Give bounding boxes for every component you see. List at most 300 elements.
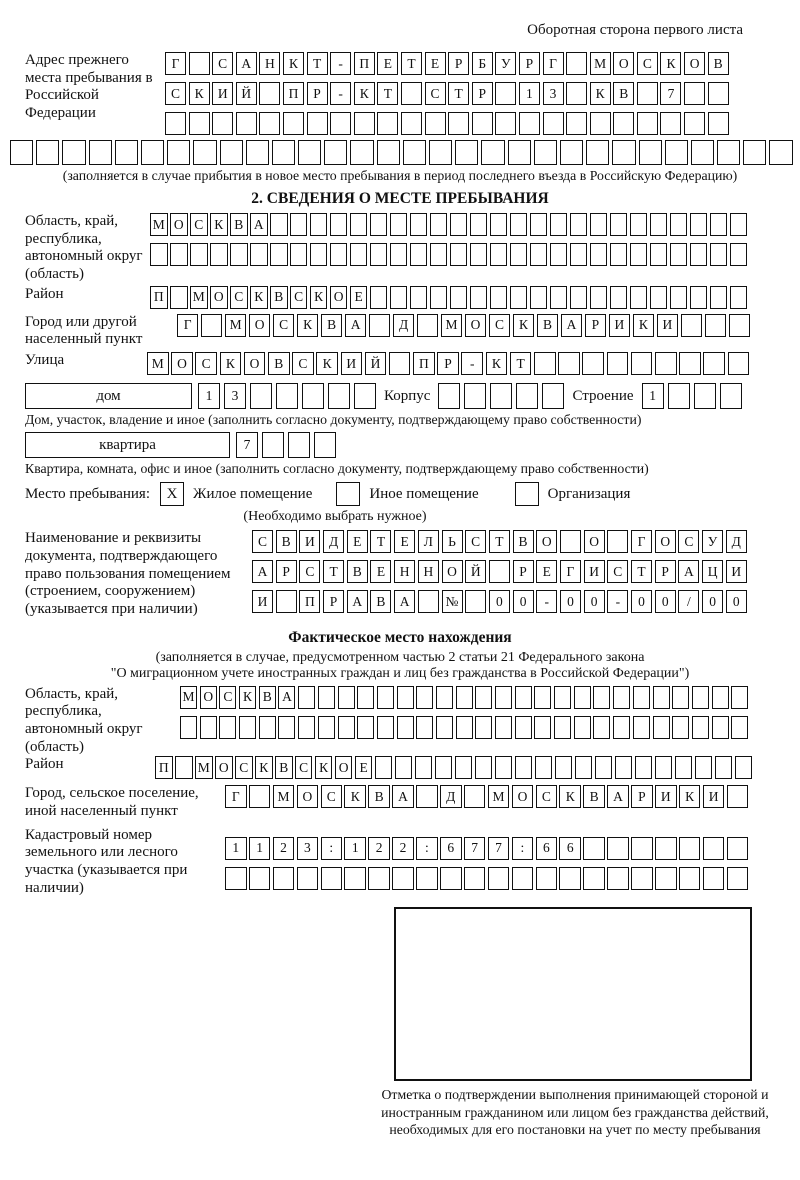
char-cell[interactable]: Д (323, 530, 344, 553)
char-cell[interactable] (180, 716, 197, 739)
char-cell[interactable] (543, 112, 564, 135)
char-cell[interactable] (350, 140, 373, 165)
char-cell[interactable]: О (536, 530, 557, 553)
char-cell[interactable] (401, 82, 422, 105)
char-cell[interactable] (370, 243, 388, 266)
char-cell[interactable] (368, 867, 390, 890)
char-cell[interactable] (456, 716, 473, 739)
char-cell[interactable] (610, 243, 628, 266)
char-cell[interactable]: С (465, 530, 486, 553)
char-cell[interactable]: Г (225, 785, 247, 808)
char-cell[interactable] (298, 686, 315, 709)
char-cell[interactable] (710, 243, 728, 266)
char-cell[interactable] (530, 213, 548, 236)
char-cell[interactable]: К (220, 352, 242, 375)
char-cell[interactable] (727, 785, 749, 808)
char-cell[interactable] (416, 686, 433, 709)
char-cell[interactable] (690, 243, 708, 266)
char-cell[interactable] (660, 112, 681, 135)
char-cell[interactable]: С (219, 686, 236, 709)
char-cell[interactable] (150, 243, 168, 266)
char-cell[interactable] (276, 383, 298, 409)
char-cell[interactable] (430, 243, 448, 266)
char-cell[interactable] (710, 286, 728, 309)
char-cell[interactable] (272, 140, 295, 165)
char-cell[interactable]: 0 (726, 590, 747, 613)
char-cell[interactable] (650, 243, 668, 266)
char-cell[interactable] (574, 716, 591, 739)
char-cell[interactable] (610, 286, 628, 309)
char-cell[interactable] (389, 352, 411, 375)
char-cell[interactable] (519, 112, 540, 135)
char-cell[interactable]: А (678, 560, 699, 583)
char-cell[interactable]: С (536, 785, 558, 808)
char-cell[interactable] (370, 286, 388, 309)
char-cell[interactable]: Р (437, 352, 459, 375)
char-cell[interactable]: К (559, 785, 581, 808)
char-cell[interactable] (310, 243, 328, 266)
char-cell[interactable] (670, 213, 688, 236)
char-cell[interactable]: Т (489, 530, 510, 553)
char-cell[interactable] (593, 716, 610, 739)
char-cell[interactable]: 6 (440, 837, 462, 860)
char-cell[interactable]: 2 (273, 837, 295, 860)
char-cell[interactable]: / (678, 590, 699, 613)
char-cell[interactable] (731, 716, 748, 739)
char-cell[interactable]: : (321, 837, 343, 860)
char-cell[interactable]: В (270, 286, 288, 309)
char-cell[interactable]: М (195, 756, 213, 779)
char-cell[interactable] (490, 286, 508, 309)
char-cell[interactable]: Е (347, 530, 368, 553)
char-cell[interactable] (495, 112, 516, 135)
char-cell[interactable] (490, 213, 508, 236)
char-cell[interactable] (515, 716, 532, 739)
char-cell[interactable]: К (210, 213, 228, 236)
char-cell[interactable]: Д (726, 530, 747, 553)
char-cell[interactable] (560, 530, 581, 553)
char-cell[interactable]: : (512, 837, 534, 860)
char-cell[interactable] (338, 716, 355, 739)
char-cell[interactable] (259, 716, 276, 739)
char-cell[interactable] (403, 140, 426, 165)
char-cell[interactable] (488, 867, 510, 890)
char-cell[interactable] (410, 286, 428, 309)
char-cell[interactable] (712, 716, 729, 739)
char-cell[interactable] (566, 112, 587, 135)
char-cell[interactable] (630, 243, 648, 266)
char-cell[interactable] (510, 243, 528, 266)
char-cell[interactable] (650, 286, 668, 309)
char-cell[interactable]: К (315, 756, 333, 779)
char-cell[interactable] (530, 286, 548, 309)
char-cell[interactable] (189, 52, 210, 75)
char-cell[interactable] (613, 716, 630, 739)
char-cell[interactable] (475, 756, 493, 779)
char-cell[interactable]: Й (365, 352, 387, 375)
char-cell[interactable] (357, 686, 374, 709)
char-cell[interactable]: Т (323, 560, 344, 583)
char-cell[interactable]: Г (177, 314, 198, 337)
char-cell[interactable]: О (655, 530, 676, 553)
char-cell[interactable] (769, 140, 792, 165)
char-cell[interactable] (307, 112, 328, 135)
char-cell[interactable]: С (678, 530, 699, 553)
char-cell[interactable]: У (702, 530, 723, 553)
char-cell[interactable]: И (726, 560, 747, 583)
char-cell[interactable]: А (236, 52, 257, 75)
char-cell[interactable]: 0 (584, 590, 605, 613)
char-cell[interactable]: Р (655, 560, 676, 583)
char-cell[interactable] (390, 286, 408, 309)
char-cell[interactable]: В (583, 785, 605, 808)
char-cell[interactable]: 7 (464, 837, 486, 860)
char-cell[interactable]: Р (307, 82, 328, 105)
char-cell[interactable]: А (392, 785, 414, 808)
char-cell[interactable] (357, 716, 374, 739)
char-cell[interactable] (559, 867, 581, 890)
char-cell[interactable] (436, 686, 453, 709)
char-cell[interactable] (653, 686, 670, 709)
char-cell[interactable]: Й (236, 82, 257, 105)
char-cell[interactable] (470, 286, 488, 309)
char-cell[interactable] (574, 686, 591, 709)
char-cell[interactable]: 3 (297, 837, 319, 860)
char-cell[interactable] (495, 716, 512, 739)
char-cell[interactable]: Т (510, 352, 532, 375)
char-cell[interactable] (710, 213, 728, 236)
char-cell[interactable]: В (708, 52, 729, 75)
char-cell[interactable] (490, 243, 508, 266)
char-cell[interactable] (637, 82, 658, 105)
char-cell[interactable] (190, 243, 208, 266)
char-cell[interactable] (735, 756, 753, 779)
char-cell[interactable]: В (230, 213, 248, 236)
char-cell[interactable] (354, 112, 375, 135)
char-cell[interactable] (410, 243, 428, 266)
char-cell[interactable] (236, 112, 257, 135)
char-cell[interactable]: - (330, 82, 351, 105)
char-cell[interactable] (570, 243, 588, 266)
char-cell[interactable]: В (321, 314, 342, 337)
char-cell[interactable] (691, 140, 714, 165)
char-cell[interactable]: С (230, 286, 248, 309)
char-cell[interactable] (639, 140, 662, 165)
char-cell[interactable]: - (607, 590, 628, 613)
char-cell[interactable]: Т (307, 52, 328, 75)
char-cell[interactable]: К (633, 314, 654, 337)
char-cell[interactable]: М (590, 52, 611, 75)
char-cell[interactable] (570, 286, 588, 309)
char-cell[interactable] (250, 243, 268, 266)
char-cell[interactable]: О (442, 560, 463, 583)
char-cell[interactable]: П (155, 756, 173, 779)
char-cell[interactable] (730, 286, 748, 309)
char-cell[interactable] (554, 716, 571, 739)
char-cell[interactable] (690, 213, 708, 236)
char-cell[interactable]: И (299, 530, 320, 553)
char-cell[interactable] (705, 314, 726, 337)
char-cell[interactable]: Е (377, 52, 398, 75)
char-cell[interactable]: К (189, 82, 210, 105)
char-cell[interactable] (262, 432, 284, 458)
char-cell[interactable]: М (150, 213, 168, 236)
char-cell[interactable] (350, 213, 368, 236)
char-cell[interactable]: Р (513, 560, 534, 583)
char-cell[interactable]: В (537, 314, 558, 337)
char-cell[interactable] (590, 286, 608, 309)
char-cell[interactable] (631, 352, 653, 375)
char-cell[interactable] (377, 112, 398, 135)
char-cell[interactable]: А (278, 686, 295, 709)
char-cell[interactable]: Б (472, 52, 493, 75)
char-cell[interactable]: 0 (655, 590, 676, 613)
residential-checkbox[interactable]: X (160, 482, 184, 506)
char-cell[interactable]: Е (425, 52, 446, 75)
char-cell[interactable]: 6 (536, 837, 558, 860)
char-cell[interactable] (318, 716, 335, 739)
char-cell[interactable] (321, 867, 343, 890)
char-cell[interactable] (115, 140, 138, 165)
char-cell[interactable] (613, 112, 634, 135)
char-cell[interactable]: О (210, 286, 228, 309)
char-cell[interactable]: О (584, 530, 605, 553)
char-cell[interactable]: К (513, 314, 534, 337)
char-cell[interactable] (318, 686, 335, 709)
char-cell[interactable] (330, 112, 351, 135)
char-cell[interactable] (508, 140, 531, 165)
char-cell[interactable]: К (590, 82, 611, 105)
char-cell[interactable] (328, 383, 350, 409)
char-cell[interactable] (270, 243, 288, 266)
char-cell[interactable] (692, 716, 709, 739)
char-cell[interactable] (690, 286, 708, 309)
char-cell[interactable]: Е (355, 756, 373, 779)
char-cell[interactable] (200, 716, 217, 739)
char-cell[interactable] (729, 314, 750, 337)
char-cell[interactable] (395, 756, 413, 779)
char-cell[interactable] (684, 112, 705, 135)
char-cell[interactable] (712, 686, 729, 709)
char-cell[interactable]: - (536, 590, 557, 613)
char-cell[interactable]: П (299, 590, 320, 613)
char-cell[interactable] (438, 383, 460, 409)
char-cell[interactable] (220, 140, 243, 165)
char-cell[interactable] (297, 867, 319, 890)
char-cell[interactable] (566, 82, 587, 105)
char-cell[interactable] (530, 243, 548, 266)
char-cell[interactable] (475, 716, 492, 739)
char-cell[interactable] (416, 716, 433, 739)
char-cell[interactable] (89, 140, 112, 165)
char-cell[interactable] (210, 243, 228, 266)
char-cell[interactable]: О (215, 756, 233, 779)
char-cell[interactable] (536, 867, 558, 890)
char-cell[interactable] (330, 213, 348, 236)
char-cell[interactable] (314, 432, 336, 458)
char-cell[interactable]: № (442, 590, 463, 613)
char-cell[interactable] (516, 383, 538, 409)
char-cell[interactable]: С (425, 82, 446, 105)
char-cell[interactable] (246, 140, 269, 165)
char-cell[interactable] (448, 112, 469, 135)
char-cell[interactable] (743, 140, 766, 165)
char-cell[interactable]: : (416, 837, 438, 860)
char-cell[interactable] (288, 432, 310, 458)
char-cell[interactable] (170, 286, 188, 309)
char-cell[interactable] (239, 716, 256, 739)
char-cell[interactable] (550, 286, 568, 309)
char-cell[interactable] (655, 352, 677, 375)
char-cell[interactable] (450, 286, 468, 309)
char-cell[interactable] (417, 314, 438, 337)
char-cell[interactable] (273, 867, 295, 890)
char-cell[interactable] (390, 213, 408, 236)
char-cell[interactable]: 7 (488, 837, 510, 860)
char-cell[interactable] (703, 352, 725, 375)
char-cell[interactable]: 1 (344, 837, 366, 860)
char-cell[interactable]: И (609, 314, 630, 337)
char-cell[interactable] (515, 686, 532, 709)
char-cell[interactable]: 0 (631, 590, 652, 613)
char-cell[interactable]: Г (631, 530, 652, 553)
char-cell[interactable]: К (310, 286, 328, 309)
char-cell[interactable] (390, 243, 408, 266)
char-cell[interactable]: 0 (560, 590, 581, 613)
char-cell[interactable] (377, 716, 394, 739)
char-cell[interactable]: С (165, 82, 186, 105)
char-cell[interactable] (727, 867, 749, 890)
char-cell[interactable] (607, 867, 629, 890)
char-cell[interactable] (534, 716, 551, 739)
char-cell[interactable] (250, 383, 272, 409)
char-cell[interactable]: О (170, 213, 188, 236)
char-cell[interactable] (450, 243, 468, 266)
char-cell[interactable] (612, 140, 635, 165)
char-cell[interactable]: И (657, 314, 678, 337)
char-cell[interactable] (679, 837, 701, 860)
confirmation-stamp-box[interactable] (394, 907, 752, 1081)
char-cell[interactable] (276, 590, 297, 613)
char-cell[interactable] (510, 213, 528, 236)
char-cell[interactable]: Н (259, 52, 280, 75)
char-cell[interactable]: 1 (642, 383, 664, 409)
char-cell[interactable]: С (321, 785, 343, 808)
char-cell[interactable] (464, 785, 486, 808)
char-cell[interactable]: В (613, 82, 634, 105)
char-cell[interactable] (165, 112, 186, 135)
char-cell[interactable] (416, 867, 438, 890)
char-cell[interactable] (635, 756, 653, 779)
char-cell[interactable]: С (607, 560, 628, 583)
char-cell[interactable]: О (512, 785, 534, 808)
char-cell[interactable]: К (354, 82, 375, 105)
char-cell[interactable] (593, 686, 610, 709)
char-cell[interactable] (665, 140, 688, 165)
char-cell[interactable]: С (295, 756, 313, 779)
char-cell[interactable]: В (259, 686, 276, 709)
char-cell[interactable] (472, 112, 493, 135)
char-cell[interactable] (167, 140, 190, 165)
char-cell[interactable]: Е (394, 530, 415, 553)
char-cell[interactable] (703, 867, 725, 890)
char-cell[interactable] (708, 82, 729, 105)
char-cell[interactable] (550, 213, 568, 236)
char-cell[interactable]: Н (418, 560, 439, 583)
char-cell[interactable] (554, 686, 571, 709)
char-cell[interactable] (607, 530, 628, 553)
char-cell[interactable]: К (679, 785, 701, 808)
char-cell[interactable] (435, 756, 453, 779)
char-cell[interactable]: И (212, 82, 233, 105)
char-cell[interactable] (392, 867, 414, 890)
char-cell[interactable] (455, 140, 478, 165)
char-cell[interactable]: С (195, 352, 217, 375)
char-cell[interactable]: И (252, 590, 273, 613)
char-cell[interactable]: 7 (660, 82, 681, 105)
char-cell[interactable] (425, 112, 446, 135)
char-cell[interactable] (298, 716, 315, 739)
char-cell[interactable] (630, 213, 648, 236)
char-cell[interactable]: В (347, 560, 368, 583)
char-cell[interactable]: К (297, 314, 318, 337)
char-cell[interactable]: И (655, 785, 677, 808)
char-cell[interactable] (456, 686, 473, 709)
char-cell[interactable]: Р (585, 314, 606, 337)
char-cell[interactable]: М (180, 686, 197, 709)
char-cell[interactable] (310, 213, 328, 236)
char-cell[interactable] (631, 867, 653, 890)
char-cell[interactable]: С (235, 756, 253, 779)
char-cell[interactable] (637, 112, 658, 135)
char-cell[interactable]: 6 (559, 837, 581, 860)
char-cell[interactable]: О (244, 352, 266, 375)
char-cell[interactable]: Т (448, 82, 469, 105)
char-cell[interactable] (575, 756, 593, 779)
char-cell[interactable]: О (465, 314, 486, 337)
char-cell[interactable] (694, 383, 716, 409)
char-cell[interactable] (10, 140, 33, 165)
char-cell[interactable]: М (147, 352, 169, 375)
char-cell[interactable] (465, 590, 486, 613)
char-cell[interactable]: Е (350, 286, 368, 309)
char-cell[interactable] (481, 140, 504, 165)
char-cell[interactable]: С (273, 314, 294, 337)
char-cell[interactable] (672, 686, 689, 709)
char-cell[interactable]: С (212, 52, 233, 75)
char-cell[interactable] (170, 243, 188, 266)
char-cell[interactable] (535, 756, 553, 779)
char-cell[interactable]: А (347, 590, 368, 613)
char-cell[interactable]: К (660, 52, 681, 75)
char-cell[interactable]: Т (631, 560, 652, 583)
char-cell[interactable] (695, 756, 713, 779)
char-cell[interactable] (684, 82, 705, 105)
char-cell[interactable] (259, 82, 280, 105)
char-cell[interactable] (679, 352, 701, 375)
char-cell[interactable]: К (316, 352, 338, 375)
char-cell[interactable] (338, 686, 355, 709)
char-cell[interactable]: 0 (702, 590, 723, 613)
char-cell[interactable] (586, 140, 609, 165)
char-cell[interactable]: О (297, 785, 319, 808)
char-cell[interactable] (470, 213, 488, 236)
char-cell[interactable] (534, 686, 551, 709)
char-cell[interactable]: А (561, 314, 582, 337)
char-cell[interactable] (455, 756, 473, 779)
char-cell[interactable] (512, 867, 534, 890)
char-cell[interactable]: П (354, 52, 375, 75)
